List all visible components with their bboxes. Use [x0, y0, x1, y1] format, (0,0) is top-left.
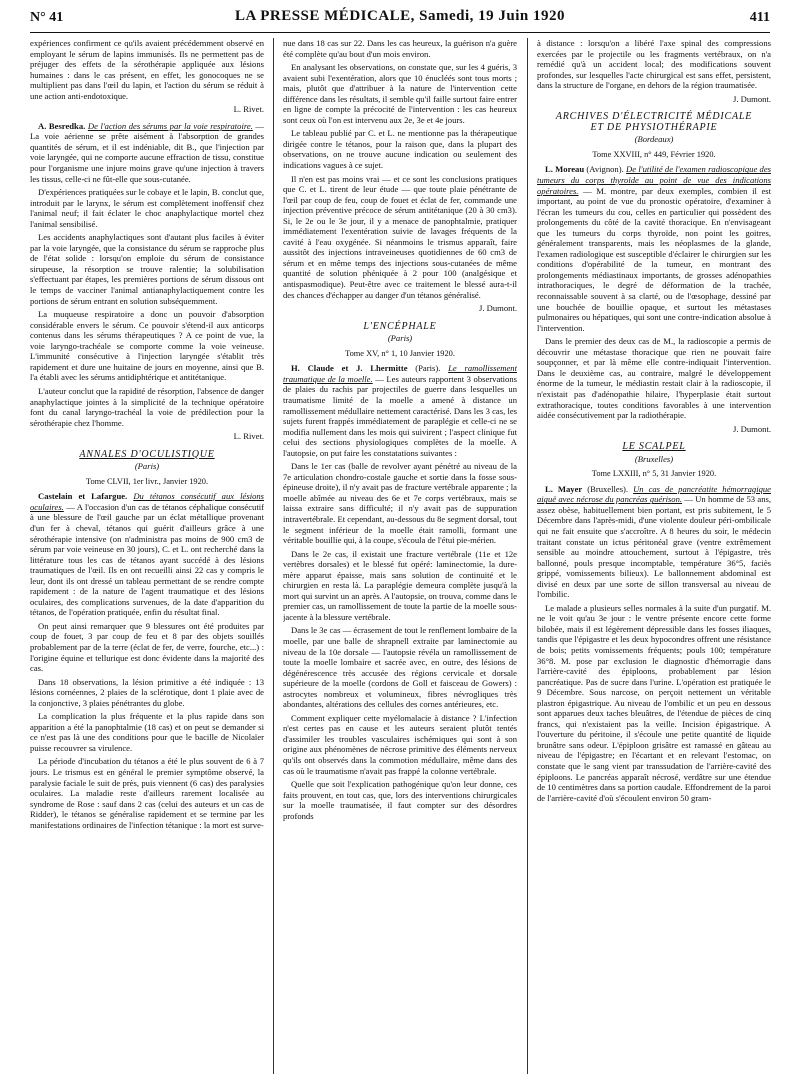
section-volume: Tome XXVIII, n° 449, Février 1920. [592, 149, 716, 159]
column-1 [30, 38, 264, 1078]
paragraph: Le malade a plusieurs selles normales à la suite d'un purgatif. M. ne le voit qu'au 3e jour : le ventre présente encore cette forme bilobée, mais il est légèrement dépressible dans les fosses iliaques, tandis que l'épigastre et les deux hypocondres offrent une résistance de bois; petits vomissements fréquents; pouls 100; température 36°8. M. pose par exclusion le diagnostic d'hémorragie dans l'arrière-cavité des épiploons, probablement par lésion pancréatique. Pas de sucre dans l'urine. L'opération est pratiquée le 9 Décembre. Sous narcose, on perçoit nettement un véritable plastron épigastrique. Au niveau de l'ombilic et un peu en dessous sont apparues deux taches bleuâtres, de l'étendue de pièces de cinq francs, qui n'existaient pas la veille. Incision épigastrique. A l'ouverture du péritoine, il s'écoule une petite quantité de liquide brunâtre sans odeur. L'épiploon grisâtre est ramassé en gâteau au niveau de l'épigastre; en l'écartant et en relevant l'estomac, on constate que le sang vient par transsudation de l'arrière-cavité des épiploons. Le pancréas apparaît nécrosé, verdâtre sur une étendue de 10 centimètres dans sa portion caudale. Effondrement de la paroi de l'arrière-cavité d'où s'écoulent environ 50 gram- [537, 602, 771, 803]
paragraph: La période d'incubation du tétanos a été le plus souvent de 6 à 7 jours. Le trismus est en général le premier symptôme observé, la paralysie faciale le suit de près, puis viennent (6 cas) des paralysies oculaires. La maladie reste d'ailleurs rarement localisée au syndrome de Rose : sauf dans 2 cas (celui des auteurs et un cas de Ridder), le tétanos se généralise rapidement et se termine par les manifestations ordinaires de l'infection tétanique : la mort est surve- [30, 756, 264, 830]
article-moreau [537, 164, 771, 333]
column-divider [527, 38, 528, 1074]
article-castelain [30, 491, 264, 618]
signature: J. Dumont. [733, 423, 771, 434]
article-claude [283, 363, 517, 458]
article-author: L. Moreau [545, 164, 585, 175]
article-city: (Avignon). [584, 164, 627, 175]
section-heading: ANNALES D'OCULISTIQUE [79, 448, 215, 460]
paragraph-text: — La voie aérienne se prête aisément à l'absorption de grandes quantités de sérum, et il est indéniable, dit B., que l'injection par voie laryngée, qui ne comporte aucune effraction de tissu, constitue pour l'organisme une injure moins grave qu'une injection à travers les tissus, celle-ci ne fût-elle que sous-cutanée. [30, 120, 264, 184]
header-rule [30, 32, 770, 33]
article-author: Castelain et Lafargue. [38, 491, 128, 502]
newspaper-title: LA PRESSE MÉDICALE, Samedi, 19 Juin 1920 [234, 8, 566, 24]
signature: L. Rivet. [233, 104, 264, 115]
page-header [30, 8, 770, 30]
section-volume: Tome XV, n° 1, 10 Janvier 1920. [345, 348, 455, 358]
column-divider [273, 38, 274, 1074]
section-heading-line2: ET DE PHYSIOTHÉRAPIE [590, 121, 718, 133]
issue-number: N° 41 [30, 10, 64, 25]
paragraph: La complication la plus fréquente et la plus rapide dans son apparition a été la panophtalmie (18 cas) et on peut se demander si ce n'est pas là une des conditions pour que le bacille de Nicolaïer puisse recouvrer sa virulence. [30, 711, 264, 753]
signature: J. Dumont. [733, 93, 771, 104]
section-volume: Tome LXXIII, n° 5, 31 Janvier 1920. [591, 469, 717, 479]
paragraph: D'expériences pratiquées sur le cobaye et le lapin, B. conclut que, introduit par le larynx, le sérum est complètement inoffensif chez l'animal neuf; il fait éclater le choc anaphylactique mortel chez l'animal sensibilisé. [30, 187, 264, 229]
section-volume: Tome CLVII, 1er livr., Janvier 1920. [85, 476, 209, 486]
paragraph: Dans 18 observations, la lésion primitive a été indiquée : 13 lésions cornéennes, 2 plaies de la sclérotique, dont 1 plaie avec de la conjonctive, 3 plaies pénétrantes du globe. [30, 676, 264, 708]
section-city: (Paris) [134, 461, 160, 472]
paragraph: On peut ainsi remarquer que 9 blessures ont été produites par coup de fouet, 3 par coup de feu et 8 par des objets souillés probablement par de la terre (éclat de fer, de verre, fourche, etc...) : l'origine équine et tellurique est donc évidente dans la majorité des cas. [30, 620, 264, 674]
page-number: 411 [749, 10, 770, 25]
section-city: (Bordeaux) [634, 134, 674, 145]
article-author: L. Mayer [545, 483, 583, 494]
paragraph: Comment expliquer cette myélomalacie à distance ? L'infection n'est certes pas en cause et les auteurs seraient plutôt tentés d'assimiler les troubles vasculaires ischémiques qui sont à son origine aux phénomènes de nécrose primitive des éléments nerveux qu'ils ont observés dans la commotion médullaire, même dans des cas où le traumatisme n'avait pas frappé la colonne vertébrale. [283, 712, 517, 776]
paragraph: La muqueuse respiratoire a donc un pouvoir d'absorption considérable envers le sérum. Ce pouvoir s'étend-il aux anticorps contenus dans les sérums thérapeutiques ? A ce point de vue, la voie laryngo-trachéale se comporte comme la voie veineuse. L'immunité consécutive à l'injection laryngée s'établit très rapidement et dure une huitaine de jours en moyenne, ainsi que B. l'a établi avec les sérums antidiphtérique et antitétanique. [30, 309, 264, 383]
section-heading: LE SCALPEL [622, 441, 686, 453]
paragraph: L'auteur conclut que la rapidité de résorption, l'absence de danger anaphylactique jointes à la simplicité de la technique opératoire font du canal laryngo-trachéal la voie de prédilection pour la sérothérapie chez l'homme. [30, 385, 264, 428]
paragraph-text: — Les auteurs rapportent 3 observations de plaies du rachis par projectiles de guerre dans lesquelles un traumatisme limité de la moelle a amené à distance un ramollissement médullaire nettement caractérisé. Dans les 3 cas, les sujets furent frappés immédiatement de paraplégie et celle-ci ne se modifia nullement dans les mois qui suivirent ; l'aspect clinique fut celui des sections physiologiques complètes de la moelle. A l'autopsie, on put faire les constatations suivantes : [283, 373, 517, 458]
section-heading: ARCHIVES D'ÉLECTRICITÉ MÉDICALE [555, 111, 753, 123]
paragraph: expériences confirment ce qu'ils avaient précédemment observé en employant le sérum de lapins immunisés. Ils ne permettent pas de préjuger des effets de la sérothérapie appliquée aux lésions humaines : dans le cas présent, en effet, les gonocoques ne se multiplient pas dans l'œil du lapin, et l'action du sérum se réduit à une action anti-endotoxique. [30, 38, 264, 101]
paragraph: Quelle que soit l'explication pathogénique qu'on leur donne, ces faits prouvent, en tout cas, que, lors des interventions chirurgicales sur la moelle traumatisée, il faut compter sur des désordres profonds [283, 779, 517, 821]
paragraph: Les accidents anaphylactiques sont d'autant plus faciles à éviter par la voie laryngée, que la consistance du sérum se rapproche plus de l'état solide : lorsqu'on emploie du sérum de consistance sirupeuse, la résorption se trouve ralentie; la solubilisation s'effectuant par étapes, les premières portions de sérum dissous ont le temps de vacciner l'animal antianaphylactiquement contre les portions de sérum entrant en solution subséquemment. [30, 232, 264, 306]
paragraph: Dans le 3e cas — écrasement de tout le renflement lombaire de la moelle, par une balle de shrapnell extraite par laminectomie au niveau de la 10e dorsale — l'autopsie révéla un ramollissement de toute la moelle lombaire et sacrée avec, en outre, des lésions de dégénérescence très accusée des régions cervicale et dorsale supérieure de la moelle (cordons de Goll et faisceau de Gowers) : astrocytes nombreux et volumineux, fibres névrogliques très abondantes, altérations des cellules des cornes antérieures, etc. [283, 625, 517, 710]
paragraph: Il n'en est pas moins vrai — et ce sont les conclusions pratiques que C. et L. tirent de leur étude — que toute plaie pénétrante de l'œil par coup de feu, coup de fouet et éclat de fer, commande une injection préventive précoce de sérum antitétanique (20 à 30 cm3). Si, le 2e ou le 3e jour, il y a menace de panophtalmie, pratiquer immédiatement l'exentération suivie de lavages fréquents de la cavité à l'eau oxygénée. Si néanmoins le trismus apparaît, faire aussitôt des injections intraveineuses quotidiennes de 60 cm3 de sérum et en même temps des injections sous-cutanées de même quantité de solution phéniquée à 2 pour 100 (analgésique et antispasmodique). Peut-être avec ce traitement le blessé aura-t-il des chances d'échapper au danger d'un tétanos généralisé. [283, 173, 517, 300]
column-2 [283, 38, 517, 1078]
article-city: (Bruxelles). [582, 483, 634, 494]
article-title: Un cas de pancréatite hémorragique aiguë avec nécrose du pancréas guérison. [537, 483, 771, 505]
signature: J. Dumont. [479, 303, 517, 314]
article-title: De l'utilité de l'examen radioscopique des tumeurs du corps thyroïde au point de vue des indications opératoires. [537, 164, 771, 196]
paragraph-text: — A l'occasion d'un cas de tétanos céphalique consécutif à une blessure de l'œil gauche par un éclat métallique provenant d'un fer à cheval, tétanos qui guérit d'ailleurs grâce à une sérothérapie intensive (on n'administra pas moins de 900 cm3 de sérum par voie veineuse en 30 jours), C. et L. ont recherché dans la littérature tous les cas de tétanos ayant succédé à des lésions traumatiques de l'œil. Ils en ont recueilli ainsi 22 cas y compris le leur, dont ils ont dressé un tableau permettant de se rendre compte rapidement : de la nature de l'agent traumatique et des lésions oculaires, des complications survenues, de la date d'apparition du tétanos, de l'opération pratiquée, enfin du résultat final. [30, 501, 264, 618]
paragraph: Dans le 2e cas, il existait une fracture vertébrale (11e et 12e vertèbres dorsales) et le blessé fut opéré: laminectomie, la dure-mère apparut épaisse, mais sans solution de continuité et le chirurgien en resta là. La paraplégie demeura complète jusqu'à la mort qui survint un an après. A l'autopsie, on trouva, comme dans le premier cas, un ramollissement de toute la partie de la moelle sous-jacente à la blessure vertébrale. [283, 548, 517, 622]
article-title: De l'action des sérums par la voie respiratoire. [87, 120, 253, 131]
paragraph: Le tableau publié par C. et L. ne mentionne pas la thérapeutique dirigée contre le tétanos, pour la raison que, dans la plupart des observations, on ne trouve aucune indication ou seulement des indications vagues à ce sujet. [283, 128, 517, 171]
paragraph: Dans le premier des deux cas de M., la radioscopie a permis de découvrir une métastase thoracique que rien ne pouvait faire soupçonner, et par là même elle contre-indiquait l'intervention. Dans le deuxième cas, au contraire, malgré le développement énorme de la tumeur, le médiastin restait clair à la radioscopie, il n'existait pas d'adénopathie hilaire, l'hyperplasie était surtout extrathoracique, toutes conditions favorables à une intervention aidée consécutivement par la radiothérapie. [537, 336, 771, 421]
signature: L. Rivet. [233, 431, 264, 442]
section-city: (Paris) [387, 333, 413, 344]
article-author: H. Claude et J. Lhermitte [291, 363, 408, 374]
paragraph: nue dans 18 cas sur 22. Dans les cas heureux, la guérison n'a guère été complète qu'au bout d'un mois environ. [283, 38, 517, 59]
article-author: A. Besredka. [38, 120, 86, 131]
paragraph: à distance : lorsqu'on a libéré l'axe spinal des compressions exercées par le projectile ou les fragments vertébraux, on n'a remédié qu'à un accident local; des modifications souvent profondes, sur lesquelles l'acte chirurgical est sans effet, persistent, dans la structure de l'organe, en dehors de la région traumatisée. [537, 38, 771, 91]
article-mayer [537, 484, 771, 600]
article-title: Du tétanos consécutif aux lésions oculaires. [30, 491, 264, 512]
column-3 [537, 38, 771, 1078]
section-city: (Bruxelles) [634, 453, 674, 464]
section-heading: L'ENCÉPHALE [363, 320, 437, 332]
paragraph-text: — Un homme de 53 ans, assez obèse, habituellement bien portant, est pris subitement, le 5 Décembre dans l'après-midi, d'une violente douleur péri-ombilicale qui ne fait ensuite que s'accroître. A 8 heures du soir, le médecin traitant constate un ictus péritonéal grave (ventre extrêmement sensible au moindre attouchement, surtout à l'épigastre, très ballonné, pouls presque incomptable, température 36°5, faciès grippé, vomissements bilieux). Le ballonnement abdominal est divisé en deux par une sorte de sillon transversal au niveau de l'ombilic. [537, 494, 771, 600]
article-title: Le ramollissement traumatique de la moelle. [283, 363, 517, 384]
article-besredka [30, 121, 264, 184]
paragraph: Dans le 1er cas (balle de revolver ayant pénétré au niveau de la 7e articulation chondro-costale gauche et sortie dans la fosse sous-épineuse droite), il n'y avait pas de fracture vertébrale apparente ; la moelle abîmée au niveau des 6e et 7e corps vertébraux, mais se laissa extraire sans difficulté; il n'y avait pas de suppuration intravertébrale. Et cependant, au-dessous du 8e segment dorsal, tout le segment inférieur de la moelle était ramolli, formant une véritable bouillie qui, à la coupe, s'écoula de l'étui pie-mérien. [283, 461, 517, 546]
paragraph-text: — M. montre, par deux exemples, combien il est important, au point de vue du pronostic opératoire, d'examiner à l'écran les tumeurs du cou, celles en particulier qui possèdent des prolongements du côté de la cavité thoracique. En n'envisageant que les tumeurs du corps thyroïde, non point les goitres, généralement transparents, mais les néoplasmes de la glande, l'examen radiologique est susceptible d'éclairer le chirurgien sur les conditions d'opérabilité de la tumeur, en montrant des prolongements médiastinaux importants, de grosses adénopathies intrathoraciques, le degré de déformation de la trachée, reconnaissable souvent à sa clarté, ou de l'œsophage, dessiné par une bouchée de bouillie opaque, et surtout les métastases pulmonaires ou hépatiques, qui sont une contre-indication absolue à l'intervention. [537, 185, 771, 333]
paragraph: En analysant les observations, on constate que, sur les 4 guéris, 3 avaient subi l'exentération, alors que 10 énucléés sont tous morts ; mais, plutôt que d'attribuer à la nature de l'intervention cette différence dans les résultats, il semble qu'il faille surtout faire entrer en ligne de compte la précocité de l'intervention : les cas heureux sont ceux où l'on est intervenu aux 2e, 3e et 4e jours. [283, 62, 517, 125]
article-city: (Paris). [407, 363, 449, 374]
